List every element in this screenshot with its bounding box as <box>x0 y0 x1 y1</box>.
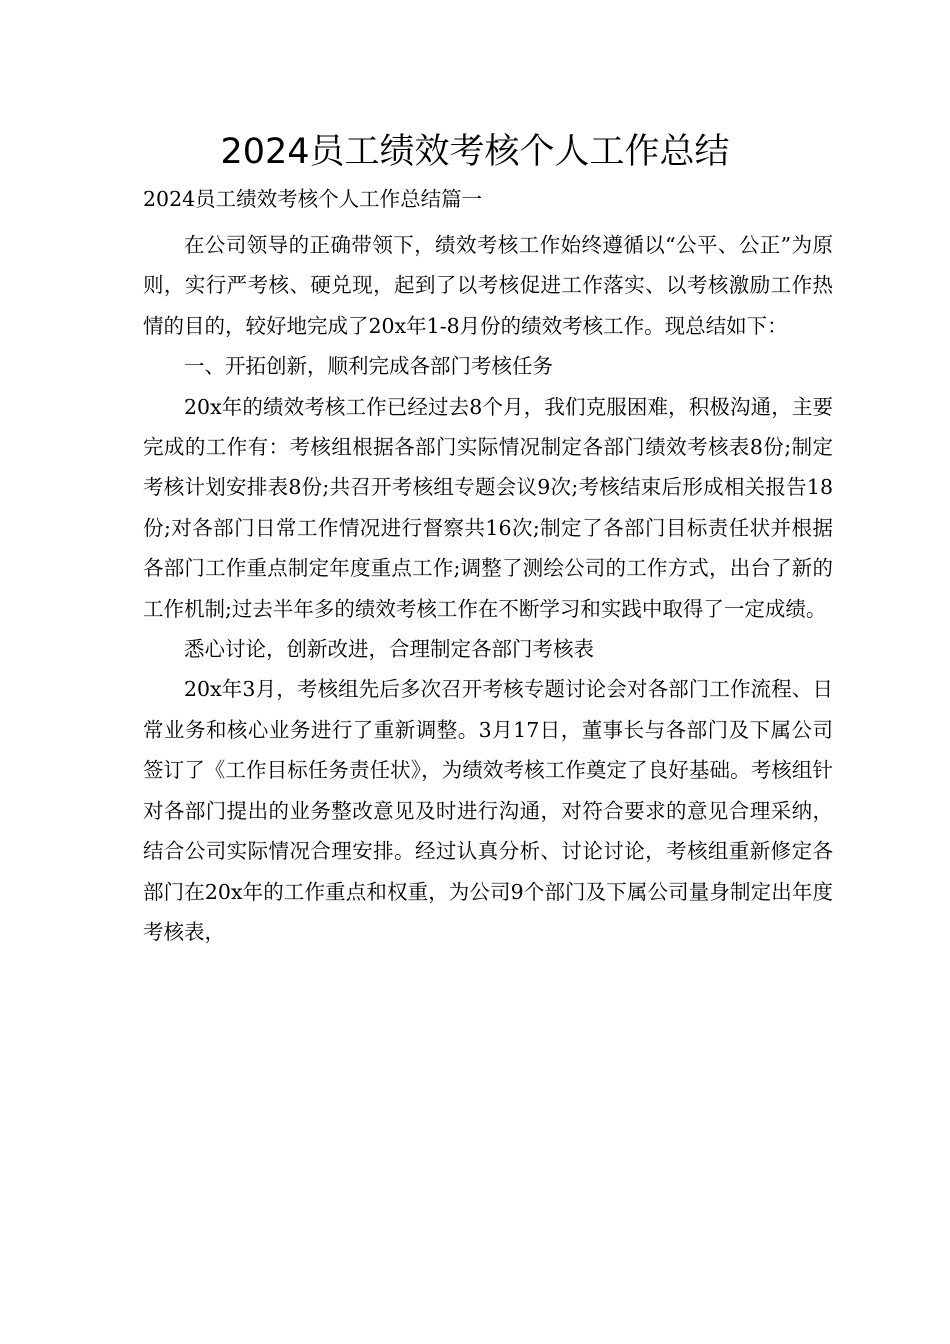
section-heading-1: 一、开拓创新，顺利完成各部门考核任务 <box>184 354 553 379</box>
paragraph-work-summary: 20x年的绩效考核工作已经过去8个月，我们克服困难，积极沟通，主要完成的工作有：考核组根据各部门实际情况制定各部门绩效考核表8份;制定考核计划安排表8份;共召开考核组专题会议9次;考核结束后形成相关报告18份;对各部门日常工作情况进行督察共16次;制定了各部门目标责任状并根据各部门工作重点制定年度重点工作;调整了测绘公司的工作方式，出台了新的工作机制;过去半年多的绩效考核工作在不断学习和实践中取得了一定成绩。 <box>143 394 833 621</box>
paragraph-intro: 在公司领导的正确带领下，绩效考核工作始终遵循以“公平、公正”为原则，实行严考核、硬兑现，起到了以考核促进工作落实、以考核激励工作热情的目的，较好地完成了20x年1-8月份的绩效考核工作。现总结如下： <box>143 233 833 338</box>
section-heading-2: 悉心讨论，创新改进，合理制定各部门考核表 <box>184 637 594 662</box>
document-title: 2024员工绩效考核个人工作总结 <box>220 132 730 172</box>
paragraph-assessment-table: 20x年3月，考核组先后多次召开考核专题讨论会对各部门工作流程、日常业务和核心业务进行了重新调整。3月17日，董事长与各部门及下属公司签订了《工作目标任务责任状》，为绩效考核工作奠定了良好基础。考核组针对各部门提出的业务整改意见及时进行沟通，对符合要求的意见合理采纳，结合公司实际情况合理安排。经过认真分析、讨论讨论，考核组重新修定各部门在20x年的工作重点和权重，为公司9个部门及下属公司量身制定出年度考核表， <box>143 677 833 944</box>
document-subtitle: 2024员工绩效考核个人工作总结篇一 <box>143 187 483 211</box>
document-body <box>143 180 833 952</box>
